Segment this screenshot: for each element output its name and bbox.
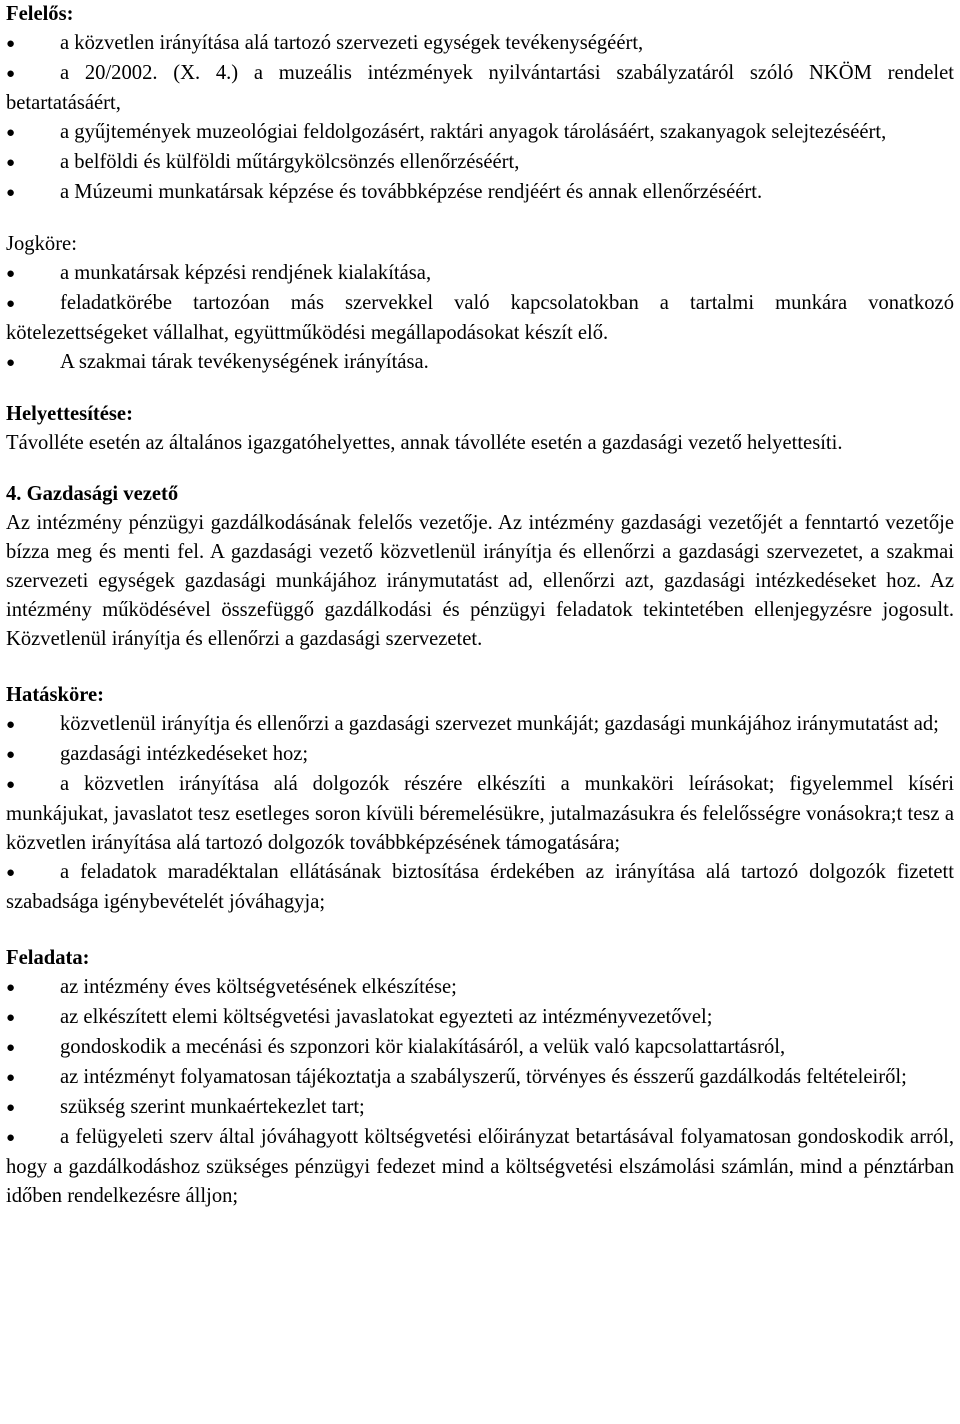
feladata-list (6, 973, 954, 1211)
list-item: ● az intézményt folyamatosan tájékoztatja a szabályszerű, törvényes és ésszerű gazdálkodás feltételeiről; (6, 1063, 954, 1093)
bullet-icon: ● (6, 747, 16, 763)
bullet-icon: ● (6, 1070, 16, 1086)
bullet-icon: ● (6, 155, 16, 171)
section-title: 4. Gazdasági vezető (6, 483, 179, 505)
bullet-icon: ● (6, 66, 16, 82)
hataskore-heading: Hatásköre: (6, 684, 105, 706)
list-item: ● a belföldi és külföldi műtárgykölcsönzés ellenőrzéséért, (6, 148, 954, 178)
bullet-icon: ● (6, 1010, 16, 1026)
helyettesitese-text: Távolléte esetén az általános igazgatóhelyettes, annak távolléte esetén a gazdasági vezető helyettesíti. (6, 432, 843, 454)
list-item: ● a közvetlen irányítása alá dolgozók részére elkészíti a munkaköri leírásokat; figyelemmel kíséri munkájukat, javaslatot tesz esetleges soron kívüli béremelésükre, jutalmazásukra és felelősségre vonásokra;t tesz a közvetlen irányítása alá tartozó dolgozók továbbképzésének támogatására; (6, 773, 954, 854)
bullet-icon: ● (6, 185, 16, 201)
bullet-icon: ● (6, 125, 16, 141)
list-item: ● a feladatok maradéktalan ellátásának biztosítása érdekében az irányítása alá tartozó dolgozók fizetett szabadsága igénybevételét jóváhagyja; (6, 861, 954, 913)
bullet-icon: ● (6, 717, 16, 733)
list-item: ● a felügyeleti szerv által jóváhagyott költségvetési előirányzat betartásával folyamatosan gondoskodik arról, hogy a gazdálkodáshoz szükséges pénzügyi fedezet mind a költségvetési elszámolási számlán, mind a pénztárban időben rendelkezésre álljon; (6, 1126, 954, 1207)
list-item: ● az intézmény éves költségvetésének elkészítése; (6, 973, 954, 1003)
gazdasagi-vezeto-text: Az intézmény pénzügyi gazdálkodásának felelős vezetője. Az intézmény gazdasági vezetőjét a fenntartó vezetője bízza meg és menti fel. A gazdasági vezető közvetlenül irányítja és ellenőrzi a gazdasági szervezetet, a szakmai szervezeti egységek gazdasági munkájához iránymutatást ad, ellenőrzi azt, gazdasági intézkedéseket hoz. Az intézmény működésével összefüggő gazdálkodási és pénzügyi feladatok tekintetében ellenjegyzésre jogosult. Közvetlenül irányítja és ellenőrzi a gazdasági szervezetet. (6, 512, 954, 650)
list-item: ● gazdasági intézkedéseket hoz; (6, 740, 954, 770)
bullet-icon: ● (6, 777, 16, 793)
bullet-icon: ● (6, 865, 16, 881)
bullet-icon: ● (6, 36, 16, 52)
list-item: ● a Múzeumi munkatársak képzése és továbbképzése rendjéért és annak ellenőrzéséért. (6, 178, 954, 208)
felelos-list (6, 29, 954, 208)
list-item: ● közvetlenül irányítja és ellenőrzi a gazdasági szervezet munkáját; gazdasági munkájához iránymutatást ad; (6, 710, 954, 740)
bullet-icon: ● (6, 1130, 16, 1146)
bullet-icon: ● (6, 355, 16, 371)
list-item: ● feladatkörébe tartozóan más szervekkel való kapcsolatokban a tartalmi munkára vonatkozó kötelezettségeket vállalhat, együttműködési megállapodásokat készít elő. (6, 292, 954, 344)
list-item: ● a munkatársak képzési rendjének kialakítása, (6, 259, 954, 289)
felelos-heading: Felelős: (6, 3, 74, 25)
list-item: ● a gyűjtemények muzeológiai feldolgozásért, raktári anyagok tárolásáért, szakanyagok selejtezéséért, (6, 118, 954, 148)
list-item: ● A szakmai tárak tevékenységének irányítása. (6, 348, 954, 378)
jogkore-heading: Jogköre: (6, 233, 77, 255)
bullet-icon: ● (6, 980, 16, 996)
list-item: ● az elkészített elemi költségvetési javaslatokat egyezteti az intézményvezetővel; (6, 1003, 954, 1033)
list-item: ● gondoskodik a mecénási és szponzori kör kialakításáról, a velük való kapcsolattartásról, (6, 1033, 954, 1063)
bullet-icon: ● (6, 1040, 16, 1056)
bullet-icon: ● (6, 266, 16, 282)
feladata-heading: Feladata: (6, 947, 90, 969)
jogkore-list (6, 259, 954, 378)
helyettesitese-heading: Helyettesítése: (6, 403, 133, 425)
bullet-icon: ● (6, 296, 16, 312)
list-item: ● a 20/2002. (X. 4.) a muzeális intézmények nyilvántartási szabályzatáról szóló NKÖM rendelet betartatásáért, (6, 62, 954, 114)
list-item: ● szükség szerint munkaértekezlet tart; (6, 1093, 954, 1123)
list-item: ● a közvetlen irányítása alá tartozó szervezeti egységek tevékenységéért, (6, 29, 954, 59)
hataskore-list (6, 710, 954, 917)
bullet-icon: ● (6, 1100, 16, 1116)
